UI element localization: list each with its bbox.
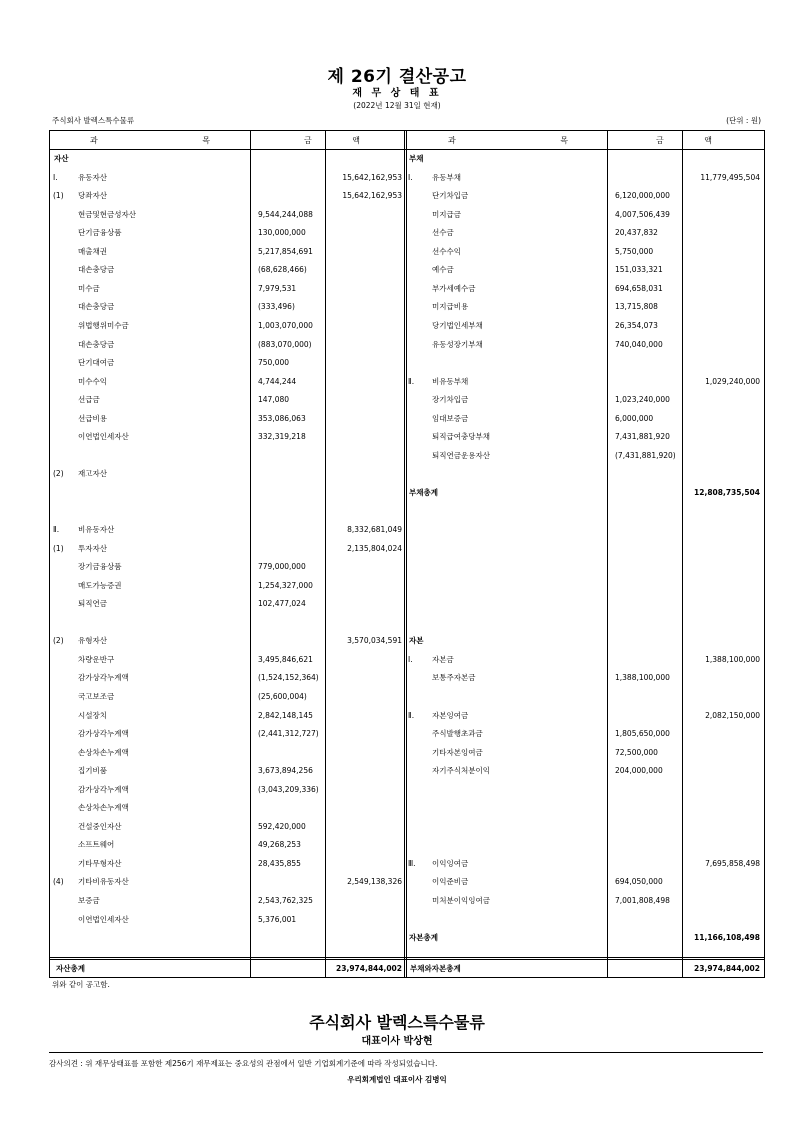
detail-amount: (883,070,000) — [258, 339, 312, 349]
account-label: 매출채권 — [78, 246, 107, 256]
subtotal-amount: 2,082,150,000 — [705, 710, 760, 720]
detail-amount: (333,496) — [258, 302, 295, 312]
account-label: 자산 — [54, 154, 69, 163]
account-label: 미지급금 — [432, 209, 461, 219]
account-label: 선수금 — [432, 228, 454, 238]
account-label: 퇴직연금 — [78, 599, 107, 609]
detail-amount: 9,544,244,088 — [258, 209, 313, 219]
detail-amount: 49,268,253 — [258, 840, 301, 850]
account-label: 이연법인세자산 — [78, 432, 129, 442]
column-divider — [607, 131, 608, 977]
detail-amount: 1,254,327,000 — [258, 580, 313, 590]
account-label: 유동부채 — [432, 172, 461, 182]
account-label: 위법행위미수금 — [78, 320, 129, 330]
detail-amount: 2,842,148,145 — [258, 710, 313, 720]
account-label: 자본금 — [432, 654, 454, 664]
account-label: 선급금 — [78, 395, 100, 405]
account-label: 대손충당금 — [78, 339, 115, 349]
account-label: 대손충당금 — [78, 302, 115, 312]
account-label: 주식발행초과금 — [432, 729, 483, 739]
account-label: 자본잉여금 — [432, 710, 469, 720]
column-divider — [682, 131, 683, 977]
row-prefix: Ⅰ. — [53, 172, 58, 182]
subtotal-amount: 1,388,100,000 — [705, 654, 760, 664]
subtotal-amount: 12,808,735,504 — [694, 487, 760, 497]
row-prefix: (1) — [53, 191, 64, 201]
detail-amount: 102,477,024 — [258, 599, 306, 609]
detail-amount: 1,003,070,000 — [258, 320, 313, 330]
account-label: 부가세예수금 — [432, 283, 476, 293]
subtotal-amount: 11,166,108,498 — [694, 933, 760, 943]
detail-amount: 779,000,000 — [258, 562, 306, 572]
account-label: 유동성장기부채 — [432, 339, 483, 349]
subtotal-amount: 8,332,681,049 — [347, 525, 402, 534]
footer-divider — [49, 1052, 763, 1053]
detail-amount: 13,715,808 — [615, 302, 658, 312]
account-label: 투자자산 — [78, 543, 107, 553]
total-liabilities-equity-amount: 23,974,844,002 — [694, 964, 760, 973]
account-label: 보증금 — [78, 896, 100, 905]
detail-amount: 147,080 — [258, 395, 290, 405]
account-label: 재고자산 — [78, 469, 107, 479]
account-label: 미수금 — [78, 283, 100, 293]
detail-amount: 7,979,531 — [258, 283, 297, 293]
subtotal-amount: 11,779,495,504 — [700, 172, 760, 182]
account-label: 현금및현금성자산 — [78, 209, 136, 219]
column-divider — [250, 131, 251, 977]
detail-amount: 353,086,063 — [258, 413, 306, 423]
detail-amount: (68,628,466) — [258, 265, 307, 275]
detail-amount: 6,120,000,000 — [615, 191, 670, 201]
subtotal-amount: 3,570,034,591 — [347, 636, 402, 646]
account-label: 기타비유동자산 — [78, 877, 129, 887]
account-label: 보통주자본금 — [432, 673, 476, 683]
account-label: 유동자산 — [78, 172, 107, 182]
right-amount-header: 금 액 — [656, 136, 712, 145]
account-label: 퇴직연금운용자산 — [432, 450, 490, 460]
account-label: 비유동부채 — [432, 376, 469, 386]
detail-amount: 694,658,031 — [615, 283, 663, 293]
row-prefix: Ⅰ. — [408, 654, 413, 664]
left-item-header: 과 목 — [90, 136, 210, 145]
detail-amount: 5,217,854,691 — [258, 246, 313, 256]
detail-amount: 7,001,808,498 — [615, 896, 670, 905]
account-label: 기타무형자산 — [78, 858, 122, 868]
subtotal-amount: 1,029,240,000 — [705, 376, 760, 386]
subtotal-amount: 2,135,804,024 — [347, 543, 402, 553]
account-label: 시설장치 — [78, 710, 107, 720]
detail-amount: 6,000,000 — [615, 413, 654, 423]
detail-amount: 3,495,846,621 — [258, 654, 313, 664]
account-label: 이익잉여금 — [432, 858, 469, 868]
detail-amount: 151,033,321 — [615, 265, 663, 275]
detail-amount: 1,023,240,000 — [615, 395, 670, 405]
account-label: 소프트웨어 — [78, 840, 115, 850]
account-label: 임대보증금 — [432, 413, 469, 423]
account-label: 단기대여금 — [78, 358, 115, 368]
account-label: 당좌자산 — [78, 191, 107, 201]
account-label: 이익준비금 — [432, 877, 469, 887]
detail-amount: 3,673,894,256 — [258, 766, 313, 776]
account-label: 부채총계 — [409, 487, 438, 497]
account-label: 감가상각누계액 — [78, 729, 129, 739]
total-assets-label: 자산총계 — [56, 964, 85, 973]
account-label: 장기금융상품 — [78, 562, 122, 572]
account-label: 자기주식처분이익 — [432, 766, 490, 776]
account-label: 집기비품 — [78, 766, 107, 776]
account-label: 부채 — [409, 154, 424, 163]
detail-amount: 4,744,244 — [258, 376, 297, 386]
account-label: 당기법인세부채 — [432, 320, 483, 330]
detail-amount: (3,043,209,336) — [258, 784, 319, 794]
signature-ceo: 대표이사 박상현 — [361, 1036, 433, 1047]
unit-label: (단위 : 원) — [726, 116, 761, 125]
company-name-header: 주식회사 발렉스특수물류 — [52, 116, 135, 125]
subtotal-amount: 15,642,162,953 — [342, 191, 402, 201]
row-prefix: Ⅱ. — [53, 525, 60, 534]
total-liabilities-equity-label: 부채와자본총계 — [410, 964, 461, 973]
account-label: 비유동자산 — [78, 525, 115, 534]
detail-amount: 1,805,650,000 — [615, 729, 670, 739]
row-prefix: Ⅱ. — [408, 376, 415, 386]
detail-amount: (25,600,004) — [258, 691, 307, 701]
account-label: 장기차입금 — [432, 395, 469, 405]
row-prefix: Ⅰ. — [408, 172, 413, 182]
column-divider-center — [404, 131, 407, 977]
account-label: 자본 — [409, 636, 424, 646]
audit-opinion: 감사의견 : 위 재무상태표를 포함한 제256기 재무제표는 중요성의 관점에서 일반 기업회계기준에 따라 작성되었습니다. — [49, 1059, 438, 1068]
row-prefix: (1) — [53, 543, 64, 553]
detail-amount: 2,543,762,325 — [258, 896, 313, 905]
announcement-note: 위와 같이 공고함. — [52, 980, 110, 989]
detail-amount: 130,000,000 — [258, 228, 306, 238]
signature-company: 주식회사 발렉스특수물류 — [309, 1013, 485, 1032]
balance-sheet-table — [49, 130, 765, 978]
account-label: 대손충당금 — [78, 265, 115, 275]
page-title: 제 26기 결산공고 — [327, 67, 467, 87]
account-label: 선수수익 — [432, 246, 461, 256]
total-assets-amount: 23,974,844,002 — [336, 964, 402, 973]
as-of-date: (2022년 12월 31일 현재) — [353, 101, 441, 110]
detail-amount: 28,435,855 — [258, 858, 301, 868]
account-label: 미수수익 — [78, 376, 107, 386]
detail-amount: 72,500,000 — [615, 747, 658, 757]
detail-amount: 26,354,073 — [615, 320, 658, 330]
account-label: 건설중인자산 — [78, 821, 122, 831]
right-item-header: 과 목 — [448, 136, 568, 145]
detail-amount: 750,000 — [258, 358, 290, 368]
account-label: 매도가능증권 — [78, 580, 122, 590]
detail-amount: 4,007,506,439 — [615, 209, 670, 219]
account-label: 감가상각누계액 — [78, 784, 129, 794]
account-label: 미지급비용 — [432, 302, 469, 312]
auditor-signature: 우리회계법인 대표이사 김병익 — [347, 1075, 447, 1084]
row-prefix: (2) — [53, 636, 64, 646]
account-label: 예수금 — [432, 265, 454, 275]
row-prefix: Ⅲ. — [408, 858, 416, 868]
detail-amount: 740,040,000 — [615, 339, 663, 349]
subtotal-amount: 7,695,858,498 — [705, 858, 760, 868]
detail-amount: 592,420,000 — [258, 821, 306, 831]
row-prefix: Ⅱ. — [408, 710, 415, 720]
detail-amount: 694,050,000 — [615, 877, 663, 887]
detail-amount: 204,000,000 — [615, 766, 663, 776]
account-label: 단기차입금 — [432, 191, 469, 201]
account-label: 손상차손누계액 — [78, 803, 129, 813]
account-label: 단기금융상품 — [78, 228, 122, 238]
detail-amount: 20,437,832 — [615, 228, 658, 238]
account-label: 손상차손누계액 — [78, 747, 129, 757]
account-label: 차량운반구 — [78, 654, 115, 664]
account-label: 퇴직급여충당부채 — [432, 432, 490, 442]
account-label: 자본총계 — [409, 933, 438, 943]
detail-amount: 1,388,100,000 — [615, 673, 670, 683]
account-label: 선급비용 — [78, 413, 107, 423]
detail-amount: (1,524,152,364) — [258, 673, 319, 683]
statement-subtitle: 재 무 상 태 표 — [352, 88, 442, 99]
detail-amount: 7,431,881,920 — [615, 432, 670, 442]
row-prefix: (4) — [53, 877, 64, 887]
row-prefix: (2) — [53, 469, 64, 479]
detail-amount: 5,750,000 — [615, 246, 654, 256]
account-label: 이연법인세자산 — [78, 914, 129, 924]
left-amount-header: 금 액 — [304, 136, 360, 145]
account-label: 미처분이익잉여금 — [432, 896, 490, 905]
account-label: 국고보조금 — [78, 691, 115, 701]
detail-amount: (7,431,881,920) — [615, 450, 676, 460]
account-label: 기타자본잉여금 — [432, 747, 483, 757]
detail-amount: (2,441,312,727) — [258, 729, 319, 739]
detail-amount: 332,319,218 — [258, 432, 306, 442]
subtotal-amount: 15,642,162,953 — [342, 172, 402, 182]
account-label: 감가상각누계액 — [78, 673, 129, 683]
subtotal-amount: 2,549,138,326 — [347, 877, 402, 887]
account-label: 유형자산 — [78, 636, 107, 646]
detail-amount: 5,376,001 — [258, 914, 297, 924]
